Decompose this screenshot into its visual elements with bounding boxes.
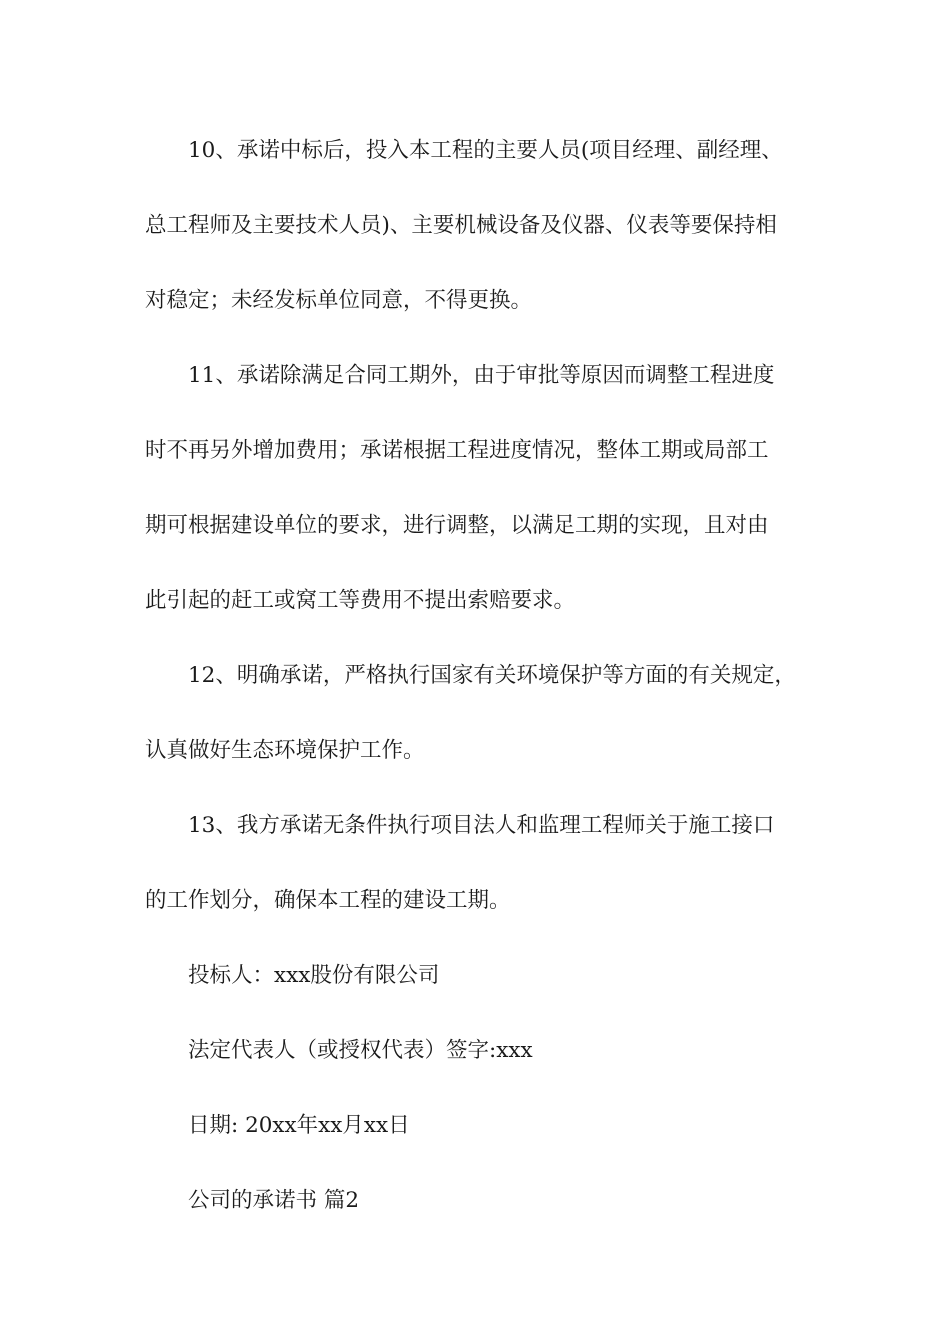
bidder-line: 投标人：xxx股份有限公司 (188, 963, 440, 988)
clause-12-line-1: 12、明确承诺，严格执行国家有关环境保护等方面的有关规定， (188, 663, 796, 688)
clause-13-line-1: 13、我方承诺无条件执行项目法人和监理工程师关于施工接口 (188, 813, 775, 838)
signature-line: 法定代表人（或授权代表）签字:xxx (188, 1038, 533, 1063)
clause-11-line-2: 时不再另外增加费用；承诺根据工程进度情况，整体工期或局部工 (145, 438, 769, 463)
clause-11-line-4: 此引起的赶工或窝工等费用不提出索赔要求。 (145, 588, 576, 613)
date-line: 日期: 20xx年xx月xx日 (188, 1113, 410, 1138)
clause-12-line-2: 认真做好生态环境保护工作。 (145, 738, 425, 763)
section-heading: 公司的承诺书 篇2 (188, 1188, 360, 1213)
clause-10-line-3: 对稳定；未经发标单位同意，不得更换。 (145, 288, 533, 313)
clause-11-line-3: 期可根据建设单位的要求，进行调整，以满足工期的实现，且对由 (145, 513, 769, 538)
clause-13-line-2: 的工作划分，确保本工程的建设工期。 (145, 888, 511, 913)
clause-10-line-2: 总工程师及主要技术人员)、主要机械设备及仪器、仪表等要保持相 (145, 213, 777, 238)
clause-10-line-1: 10、承诺中标后，投入本工程的主要人员(项目经理、副经理、 (188, 138, 783, 163)
clause-11-line-1: 11、承诺除满足合同工期外，由于审批等原因而调整工程进度 (188, 363, 775, 388)
